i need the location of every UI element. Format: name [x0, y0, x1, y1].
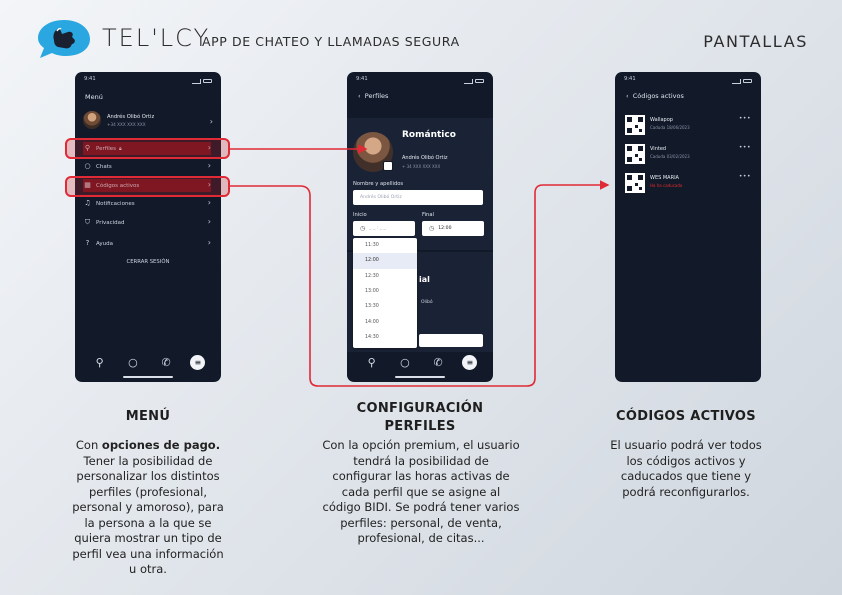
time-option[interactable]: 13:00	[365, 289, 379, 295]
code-name: Vinted	[650, 146, 667, 152]
qr-code-icon	[625, 115, 645, 135]
page-title: Códigos activos	[632, 92, 684, 100]
code-status-expired: Ha ha caducado	[650, 183, 683, 188]
end-time-value: 12:00	[438, 226, 452, 231]
status-bar	[356, 76, 484, 86]
menu-item-label: Perfiles	[96, 145, 117, 152]
chat-tab-icon[interactable]: ○	[400, 355, 410, 369]
time-dropdown[interactable]	[353, 238, 417, 348]
highlight-perfiles	[65, 138, 230, 159]
phone-codes-screen	[615, 72, 761, 382]
battery-icon	[203, 79, 212, 84]
highlight-codigos	[65, 176, 230, 197]
user-phone: +34 XXX XXX XXX	[107, 122, 146, 127]
more-options-icon[interactable]: •••	[738, 115, 751, 122]
help-icon: ?	[85, 239, 90, 247]
logout-button[interactable]: CERRAR SESIÓN	[126, 259, 170, 265]
time-option[interactable]: 14:30	[365, 334, 379, 340]
more-options-icon[interactable]: •••	[738, 144, 751, 151]
code-item-vinted[interactable]	[625, 144, 751, 166]
signal-icon	[464, 79, 473, 84]
status-time: 9:41	[624, 76, 636, 82]
menu-item-label: Códigos activos	[96, 182, 140, 189]
profile-tab-icon[interactable]: ⚲	[367, 355, 376, 369]
user-name: Andrés Olibó Ortiz	[107, 114, 155, 120]
start-field-label: Inicio	[353, 212, 367, 218]
caption-title-menu: MENÚ	[125, 409, 171, 424]
caption-body-codes: El usuario podrá ver todos los códigos activos y caducados que tiene y podrá reconfigurarlos.	[610, 438, 762, 499]
chevron-right-icon: ›	[209, 117, 213, 126]
code-name: Wallapop	[650, 117, 673, 123]
menu-item-label: Privacidad	[96, 219, 125, 226]
chat-icon: ○	[84, 162, 91, 170]
qr-code-icon	[625, 173, 645, 193]
avatar	[83, 111, 101, 129]
name-field-label: Nombre y apellidos	[353, 181, 404, 187]
profile-name-fragment: Olibó	[421, 300, 433, 305]
chevron-right-icon: ›	[207, 238, 211, 247]
home-indicator	[123, 376, 173, 378]
field-fragment[interactable]	[419, 334, 483, 347]
brand-name: TEL'LCY	[102, 24, 211, 52]
chevron-right-icon: ›	[207, 217, 211, 226]
caption-body-menu-bold: opciones de pago.	[101, 438, 221, 452]
status-time: 9:41	[356, 76, 368, 82]
caption-body-config: Con la opción premium, el usuario tendrá la posibilidad de configurar las horas activas de cada perfil que se asigne al código BIDI. Se podrá tener varios perfiles: personal, de venta, profesional, de citas...	[322, 438, 520, 545]
phone-tab-icon[interactable]: ✆	[161, 355, 171, 369]
caption-body-menu-pre: Con	[75, 438, 102, 452]
chevron-right-icon: ›	[207, 198, 211, 207]
menu-item-label: Ayuda	[96, 240, 113, 247]
page-title: Menú	[85, 93, 103, 101]
status-bar	[84, 76, 212, 86]
caption-title-config: CONFIGURACIÓN PERFILES	[356, 401, 484, 434]
chevron-right-icon: ›	[207, 161, 211, 170]
code-status: Caduda 18/06/2023	[650, 125, 690, 130]
phone-tab-icon[interactable]: ✆	[433, 355, 443, 369]
shield-icon: ⛉	[84, 218, 91, 226]
profile-title: Romántico	[402, 130, 456, 140]
time-option[interactable]: 11:30	[365, 243, 379, 249]
back-icon[interactable]: ‹	[358, 92, 361, 100]
end-field-label: Final	[422, 212, 434, 218]
chevron-right-icon: ›	[207, 180, 211, 189]
signal-icon	[732, 79, 741, 84]
chevron-right-icon: ›	[207, 143, 211, 152]
battery-icon	[475, 79, 484, 84]
phone-menu-screen	[75, 72, 221, 382]
profile-user-phone: + 34 XXX XXX XXX	[402, 164, 441, 169]
time-option[interactable]: 12:30	[365, 273, 379, 279]
start-time-value: _ _ : _ _	[369, 226, 386, 231]
signal-icon	[192, 79, 201, 84]
page-title: Perfiles	[364, 92, 389, 100]
tellcy-logo	[36, 18, 92, 60]
phone-profiles-screen	[347, 72, 493, 382]
profile-tab-icon[interactable]: ⚲	[95, 355, 104, 369]
caption-body-menu	[68, 438, 228, 578]
code-status: Caduda 03/02/2023	[650, 154, 690, 159]
user-profile-row[interactable]	[83, 111, 213, 133]
qr-badge-icon	[383, 161, 393, 171]
menu-item-chats[interactable]	[83, 160, 211, 173]
battery-icon	[743, 79, 752, 84]
qr-icon: ▦	[84, 181, 91, 189]
code-name: WES MARIA	[650, 175, 679, 181]
profile-title-fragment: ial	[419, 275, 430, 284]
bell-icon: ♫	[84, 199, 91, 207]
nav-header	[358, 92, 388, 100]
menu-item-label: Notificaciones	[96, 200, 135, 207]
section-title: PANTALLAS	[703, 32, 808, 51]
nav-header	[626, 92, 684, 100]
status-bar	[624, 76, 752, 86]
qr-code-icon	[625, 144, 645, 164]
menu-item-notificaciones[interactable]	[83, 197, 211, 210]
chat-tab-icon[interactable]: ○	[128, 355, 138, 369]
name-field-value: Andrés Olibó Ortiz	[360, 195, 402, 200]
menu-tab-icon[interactable]: ≡	[462, 355, 477, 370]
end-time-field[interactable]	[422, 221, 484, 236]
name-field[interactable]	[353, 190, 483, 205]
code-item-wes-maria[interactable]	[625, 173, 751, 195]
menu-item-label: Chats	[96, 163, 112, 170]
caption-body-menu-rest: Tener la posibilidad de personalizar los distintos perfiles (profesional, personal y amoroso), para la persona a la que se quiera mostrar un tipo de perfil vea una información u otra.	[72, 453, 224, 576]
clock-icon: ◷	[429, 225, 435, 232]
profile-user-name: Andrés Olibó Ortiz	[402, 155, 448, 161]
brand-tagline: APP DE CHATEO Y LLAMADAS SEGURA	[202, 34, 460, 49]
time-option-selected[interactable]: 12:00	[353, 253, 417, 268]
menu-item-privacidad[interactable]	[83, 216, 211, 229]
lock-icon: 🔒︎	[119, 145, 122, 152]
home-indicator	[395, 376, 445, 378]
user-icon: ⚲	[84, 144, 91, 152]
more-options-icon[interactable]: •••	[738, 173, 751, 180]
clock-icon: ◷	[360, 225, 366, 232]
menu-item-ayuda[interactable]	[83, 237, 211, 250]
start-time-field[interactable]	[353, 221, 415, 236]
back-icon[interactable]: ‹	[626, 92, 629, 100]
time-option[interactable]: 14:00	[365, 319, 379, 325]
time-option[interactable]: 13:30	[365, 304, 379, 310]
code-item-wallapop[interactable]	[625, 115, 751, 137]
status-time: 9:41	[84, 76, 96, 82]
menu-tab-icon[interactable]: ≡	[190, 355, 205, 370]
caption-title-codes: CÓDIGOS ACTIVOS	[616, 409, 756, 424]
